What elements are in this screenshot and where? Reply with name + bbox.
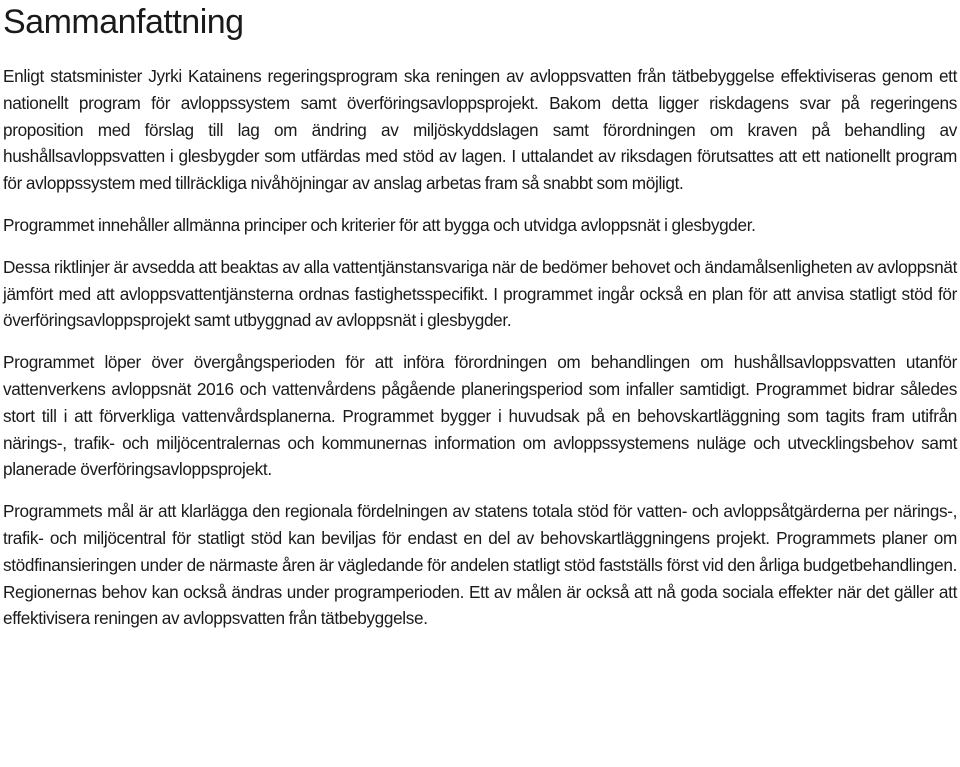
paragraph-program-goals: Programmets mål är att klarlägga den regionala fördelningen av statens totala stöd för vatten- och avloppsåtgärderna per närings-, trafik- och miljöcentral för statligt stöd kan beviljas för endast en del av behovskartläggningens projekt. Programmets planer om stödfinansieringen under de närmaste åren är vägledande för andelen statligt stöd fastställs först vid den årliga budgetbehandlingen. Regionernas behov kan också ändras under programperioden. Ett av målen är också att nå goda sociala effekter när det gäller att effektivisera reningen av avloppsvatten från tätbebyggelse. [3,501,957,629]
paragraph-program-contents: Programmet innehåller allmänna principer och kriterier för att bygga och utvidga avloppsnät i glesbygder. [3,214,756,235]
paragraph-guidelines: Dessa riktlinjer är avsedda att beaktas av alla vattentjänstansvariga när de bedömer behovet och ändamålsenligheten av avloppsnät jämfört med att avloppsvattentjänsterna ordnas fastighetsspecifikt. I programmet ingår också en plan för att anvisa statligt stöd för överföringsavloppsprojekt samt utbyggnad av avloppsnät i glesbygder. [3,256,957,331]
paragraph-program-period: Programmet löper över övergångsperioden för att införa förordningen om behandlingen om hushållsavloppsvatten utanför vattenverkens avloppsnät 2016 och vattenvårdens pågående planeringsperiod som infaller samtidigt. Programmet bidrar således stort till i att förverkliga vattenvårdsplanerna. Programmet bygger i huvudsak på en behovskartläggning som tagits fram utifrån närings-, trafik- och miljöcentralernas och kommunernas information om avloppssystemens nuläge och utvecklingsbehov samt planerade överföringsavloppsprojekt. [3,352,957,480]
document-page [3,0,957,632]
paragraph-intro: Enligt statsminister Jyrki Katainens regeringsprogram ska reningen av avloppsvatten från tätbebyggelse effektiviseras genom ett nationellt program för avloppssystem samt överföringsavloppsprojekt. Bakom detta ligger riskdagens svar på regeringens proposition med förslag till lag om ändring av miljöskyddslagen samt förordningen om kraven på behandling av hushållsavloppsvatten i glesbygder som utfärdas med stöd av lagen. I uttalandet av riksdagen förutsattes att ett nationellt program för avloppssystem med tillräckliga nivåhöjningar av anslag arbetas fram så snabbt som möjligt. [3,66,957,194]
page-title: Sammanfattning [3,3,244,41]
